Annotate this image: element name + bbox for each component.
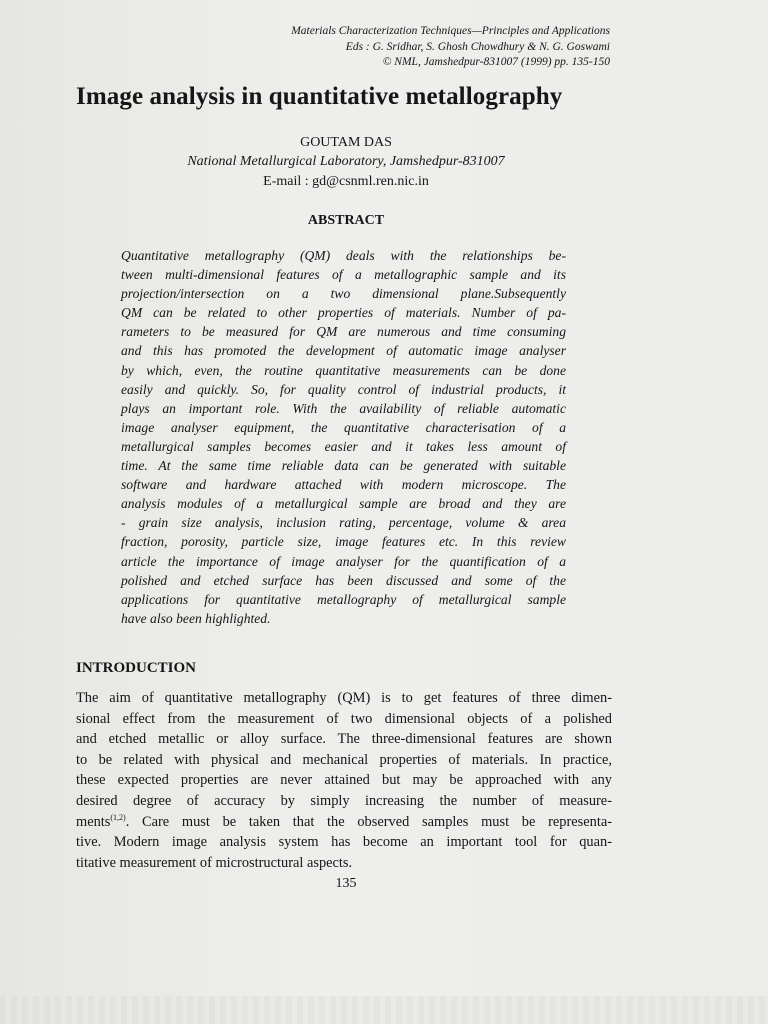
abstract-line: easily and quickly. So, for quality control of industrial products, it	[121, 381, 566, 397]
abstract-line: software and hardware attached with modern microscope. The	[121, 477, 566, 493]
abstract-body	[121, 246, 566, 628]
intro-line: these expected properties are never attained but may be approached with any	[76, 772, 612, 789]
intro-line: The aim of quantitative metallography (QM) is to get features of three dimen-	[76, 690, 612, 706]
header-editors: Eds : G. Sridhar, S. Ghosh Chowdhury & N. G. Goswami	[345, 40, 610, 53]
abstract-line: plays an important role. With the availability of reliable automatic	[121, 400, 566, 416]
abstract-line: applications for quantitative metallography of metallurgical sample	[121, 591, 566, 607]
abstract-line: rameters to be measured for QM are numerous and time consuming	[121, 324, 566, 340]
abstract-line: article the importance of image analyser for the quantification of a	[121, 553, 566, 569]
header-copyright: © NML, Jamshedpur-831007 (1999) pp. 135-150	[382, 56, 610, 68]
header-book-title: Materials Characterization Techniques—Principles and Applications	[291, 25, 610, 37]
abstract-line: tween multi-dimensional features of a metallographic sample and its	[121, 267, 566, 283]
abstract-line: - grain size analysis, inclusion rating, percentage, volume & area	[121, 515, 566, 531]
abstract-line: fraction, porosity, particle size, image features etc. In this review	[121, 534, 566, 550]
scan-edge-band	[0, 996, 768, 1024]
abstract-line: analysis modules of a metallurgical sample are broad and they are	[121, 496, 566, 512]
abstract-line: image analyser equipment, the quantitative characterisation of a	[121, 419, 566, 435]
abstract-line: and this has promoted the development of automatic image analyser	[121, 343, 566, 359]
abstract-line: projection/intersection on a two dimensional plane.Subsequently	[121, 286, 566, 302]
intro-line: titative measurement of microstructural aspects.	[76, 854, 353, 871]
intro-line-with-citation	[76, 812, 612, 833]
abstract-line: QM can be related to other properties of materials. Number of pa-	[121, 305, 566, 321]
citation-marker: (1,2)	[110, 812, 126, 822]
author-name: GOUTAM DAS	[300, 135, 392, 150]
page-number: 135	[335, 876, 357, 891]
author-affiliation: National Metallurgical Laboratory, Jamshedpur-831007	[187, 154, 505, 169]
running-header	[291, 24, 610, 71]
abstract-line: polished and etched surface has been discussed and some of the	[121, 572, 566, 588]
intro-line: and etched metallic or alloy surface. The three-dimensional features are shown	[76, 731, 612, 748]
intro-line: desired degree of accuracy by simply increasing the number of measure-	[76, 792, 612, 809]
intro-line: tive. Modern image analysis system has become an important tool for quan-	[76, 834, 612, 851]
introduction-body	[76, 688, 612, 873]
abstract-heading: ABSTRACT	[307, 213, 385, 228]
intro-line-rest: . Care must be taken that the observed samples must be representa-	[125, 813, 612, 830]
abstract-line: by which, even, the routine quantitative measurements can be done	[121, 362, 566, 378]
abstract-line: time. At the same time reliable data can be generated with suitable	[121, 458, 566, 474]
intro-line-start: ments	[76, 813, 111, 830]
author-email: E-mail : gd@csnml.ren.nic.in	[263, 174, 429, 189]
abstract-line: have also been highlighted.	[121, 610, 271, 626]
abstract-line: metallurgical samples becomes easier and it takes less amount of	[121, 438, 566, 454]
introduction-heading: INTRODUCTION	[76, 660, 197, 676]
intro-line: sional effect from the measurement of two dimensional objects of a polished	[76, 710, 612, 727]
paper-title: Image analysis in quantitative metallography	[76, 83, 563, 110]
intro-line: to be related with physical and mechanical properties of materials. In practice,	[76, 751, 612, 768]
abstract-line: Quantitative metallography (QM) deals with the relationships be-	[121, 248, 566, 263]
